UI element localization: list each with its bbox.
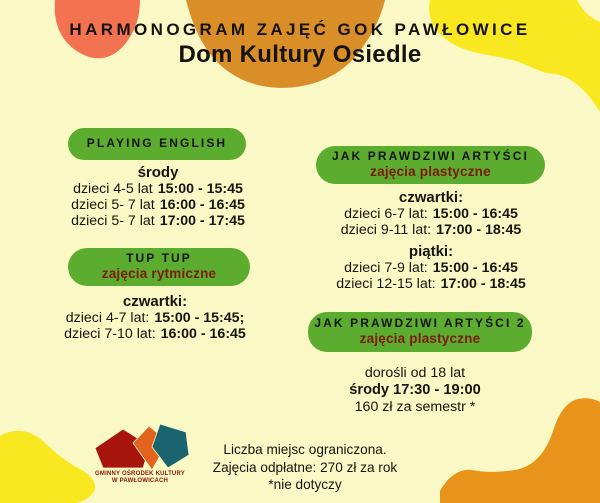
schedule-artysci-piatki (320, 244, 542, 292)
schedule-playing-english (48, 165, 268, 229)
schedule-row (320, 260, 542, 276)
pill-artysci-subtitle: zajęcia plastyczne (370, 164, 491, 180)
schedule-row (320, 206, 542, 222)
logo-caption (75, 471, 205, 484)
schedule-row (48, 213, 268, 229)
day-label: piątki: (408, 243, 454, 260)
pill-artysci-2-subtitle: zajęcia plastyczne (359, 331, 481, 347)
row-label: dzieci 7-10 lat: (64, 326, 156, 342)
schedule-row (48, 197, 268, 213)
row-time: 17:00 - 17:45 (159, 213, 245, 229)
row-label: dzieci 4-7 lat: (65, 310, 150, 326)
blob-yellow-bottom-left (0, 431, 95, 503)
row-time: 16:00 - 16:45 (160, 326, 246, 342)
note-yearly-fee: Zajęcia odpłatne: 270 zł za rok (212, 459, 398, 475)
row-label: dzieci 9-11 lat: (340, 222, 432, 238)
pill-artysci-2 (308, 312, 532, 352)
pill-playing-english-title: PLAYING ENGLISH (86, 136, 228, 151)
pill-artysci-title: JAK PRAWDZIWI ARTYŚCI (332, 149, 529, 164)
adults-time-line: środy 17:30 - 19:00 (349, 382, 481, 398)
day-label: środy (137, 164, 179, 181)
row-time: 16:00 - 16:45 (159, 197, 245, 213)
row-label: dzieci 5- 7 lat (71, 213, 155, 229)
day-label: czwartki: (398, 189, 464, 206)
schedule-row (320, 276, 542, 292)
footer-notes (190, 441, 420, 494)
pill-tup-tup-title: TUP TUP (126, 251, 192, 266)
pill-tup-tup-subtitle: zajęcia rytmiczne (101, 266, 217, 282)
pill-playing-english (68, 128, 246, 160)
row-label: dzieci 7-9 lat: (344, 260, 428, 276)
page-title: HARMONOGRAM ZAJĘĆ GOK PAWŁOWICE (69, 20, 531, 39)
logo-caption-line2: W PAWŁOWICACH (111, 477, 169, 484)
row-time: 15:00 - 15:45; (154, 310, 245, 326)
schedule-row (40, 326, 270, 342)
note-asterisk: *nie dotyczy (268, 477, 342, 492)
row-label: dzieci 4-5 lat (73, 181, 153, 197)
pill-artysci (316, 146, 545, 184)
row-label: dzieci 12-15 lat: (336, 276, 436, 292)
pill-tup-tup (68, 248, 250, 286)
row-time: 17:00 - 18:45 (436, 222, 522, 238)
logo-pentagon-teal (152, 424, 189, 468)
row-label: dzieci 5- 7 lat (71, 197, 155, 213)
row-time: 15:00 - 16:45 (432, 260, 518, 276)
schedule-tup-tup (40, 294, 270, 342)
schedule-artysci-czwartki (320, 190, 542, 238)
schedule-row (320, 222, 542, 238)
row-label: dzieci 6-7 lat: (344, 206, 428, 222)
page-subtitle: Dom Kultury Osiedle (178, 41, 422, 68)
note-limited-places: Liczba miejsc ograniczona. (223, 442, 387, 457)
adults-age-line: dorośli od 18 lat (364, 365, 466, 381)
schedule-artysci-2 (325, 365, 505, 416)
row-time: 15:00 - 16:45 (432, 206, 518, 222)
gok-logo (85, 418, 195, 472)
adults-price-line: 160 zł za semestr * (354, 399, 476, 415)
pill-artysci-2-title: JAK PRAWDZIWI ARTYŚCI 2 (314, 316, 526, 331)
schedule-row (40, 310, 270, 326)
row-time: 17:00 - 18:45 (440, 276, 526, 292)
logo-caption-line1: GMINNY OŚRODEK KULTURY (95, 471, 185, 477)
row-time: 15:00 - 15:45 (157, 181, 243, 197)
day-label: czwartki: (122, 293, 188, 310)
schedule-row (48, 181, 268, 197)
